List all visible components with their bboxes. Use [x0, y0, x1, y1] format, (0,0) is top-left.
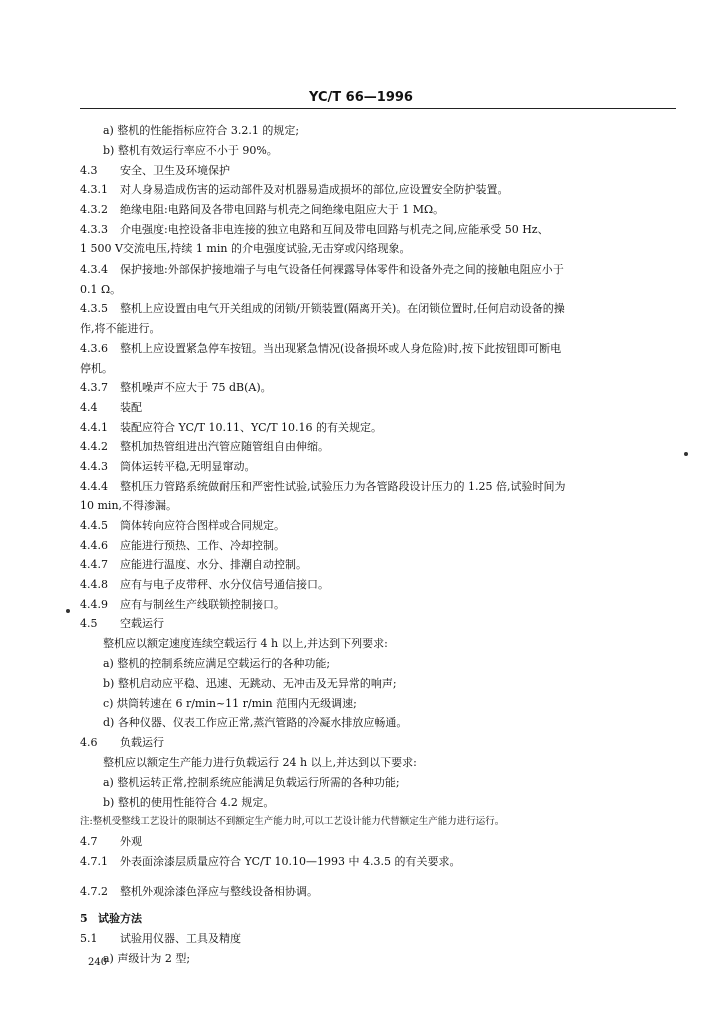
clause-line: [80, 558, 307, 572]
text-line: [80, 283, 121, 297]
clause-line: [80, 421, 382, 435]
clause-line: [80, 183, 509, 197]
clause-text: 应能进行温度、水分、排潮自动控制。: [120, 558, 307, 571]
header-rule: [80, 108, 676, 109]
text-line: [103, 677, 397, 691]
text-line: [80, 815, 504, 829]
page-number: 240: [88, 957, 108, 968]
clause-text: 整机外观涂漆色泽应与整线设备相协调。: [120, 885, 318, 898]
text-line: [80, 362, 113, 376]
scan-speck: [66, 609, 70, 613]
clause-number: 4.3.3: [80, 223, 108, 236]
clause-line: [80, 342, 561, 356]
text-line: [103, 796, 274, 810]
clause-text: 1 500 V交流电压,持续 1 min 的介电强度试验,无击穿或闪络现象。: [80, 242, 411, 255]
clause-line: [80, 223, 549, 237]
text-line: [103, 124, 299, 138]
clause-line: [80, 263, 564, 277]
clause-text: 应有与制丝生产线联锁控制接口。: [120, 598, 285, 611]
clause-line: [80, 164, 230, 178]
clause-number: 4.4.7: [80, 558, 108, 571]
clause-line: [80, 835, 142, 849]
clause-number: 4.4.3: [80, 460, 108, 473]
clause-number: 4.4: [80, 401, 98, 414]
clause-line: [80, 855, 460, 869]
clause-number: 4.4.2: [80, 440, 108, 453]
clause-number: 4.7.1: [80, 855, 108, 868]
clause-line: [80, 932, 241, 946]
clause-text: 对人身易造成伤害的运动部件及对机器易造成损坏的部位,应设置安全防护装置。: [120, 183, 509, 196]
clause-number: 4.4.4: [80, 480, 108, 493]
clause-number: 4.7.2: [80, 885, 108, 898]
clause-number: 4.4.6: [80, 539, 108, 552]
clause-number: 4.3.4: [80, 263, 108, 276]
clause-number: 4.4.8: [80, 578, 108, 591]
clause-number: 4.3.7: [80, 381, 108, 394]
clause-line: [80, 539, 285, 553]
clause-line: [80, 381, 272, 395]
text-line: [103, 144, 278, 158]
clause-text: 10 min,不得渗漏。: [80, 499, 178, 512]
clause-text: 负载运行: [120, 736, 164, 749]
clause-line: [80, 203, 444, 217]
text-line: [103, 657, 330, 671]
clause-text: 空载运行: [120, 617, 164, 630]
clause-number: 4.4.1: [80, 421, 108, 434]
clause-text: 试验方法: [98, 912, 142, 925]
clause-line: [80, 617, 164, 631]
clause-number: 4.3.1: [80, 183, 108, 196]
clause-text: 整机加热管组进出汽管应随管组自由伸缩。: [120, 440, 329, 453]
clause-text: 保护接地:外部保护接地端子与电气设备任何裸露导体零件和设备外壳之间的接触电阻应小于: [120, 263, 564, 276]
clause-text: a) 声级计为 2 型;: [103, 952, 191, 965]
clause-text: 整机上应设置由电气开关组成的闭锁/开锁装置(隔离开关)。在闭锁位置时,任何启动设备的操: [120, 302, 565, 315]
clause-text: a) 整机的控制系统应满足空载运行的各种功能;: [103, 657, 331, 670]
clause-text: 注:整机受整线工艺设计的限制达不到额定生产能力时,可以工艺设计能力代替额定生产能力进行运行。: [80, 816, 505, 827]
clause-number: 5: [80, 912, 88, 925]
clause-text: 0.1 Ω。: [80, 283, 122, 296]
clause-text: c) 烘筒转速在 6 r/min~11 r/min 范围内无级调速;: [103, 697, 357, 710]
text-line: [103, 776, 400, 790]
text-line: [80, 242, 410, 256]
clause-text: b) 整机的使用性能符合 4.2 规定。: [103, 796, 275, 809]
clause-text: 绝缘电阻:电路间及各带电回路与机壳之间绝缘电阻应大于 1 MΩ。: [120, 203, 445, 216]
clause-number: 4.3.6: [80, 342, 108, 355]
clause-number: 4.4.9: [80, 598, 108, 611]
clause-number: 4.3.2: [80, 203, 108, 216]
clause-line: [80, 519, 285, 533]
text-line: [103, 716, 407, 730]
clause-text: 外表面涂漆层质量应符合 YC/T 10.10—1993 中 4.3.5 的有关要求。: [120, 855, 461, 868]
clause-number: 4.6: [80, 736, 98, 749]
clause-text: 整机上应设置紧急停车按钮。当出现紧急情况(设备损坏或人身危险)时,按下此按钮即可断电: [120, 342, 562, 355]
clause-text: 整机压力管路系统做耐压和严密性试验,试验压力为各管路段设计压力的 1.25 倍,试验时间为: [120, 480, 566, 493]
clause-text: 停机。: [80, 362, 113, 375]
text-line: [80, 322, 161, 336]
clause-text: 介电强度:电控设备非电连接的独立电路和互间及带电回路与机壳之间,应能承受 50 Hz、: [120, 223, 549, 236]
clause-text: 装配: [120, 401, 142, 414]
clause-text: 整机应以额定生产能力进行负载运行 24 h 以上,并达到以下要求:: [103, 756, 417, 769]
text-line: [80, 499, 177, 513]
clause-text: 整机应以额定速度连续空载运行 4 h 以上,并达到下列要求:: [103, 637, 388, 650]
clause-number: 4.3: [80, 164, 98, 177]
clause-text: d) 各种仪器、仪表工作应正常,蒸汽管路的冷凝水排放应畅通。: [103, 716, 408, 729]
clause-text: 安全、卫生及环境保护: [120, 164, 230, 177]
clause-text: 外观: [120, 835, 142, 848]
text-line: [103, 697, 357, 711]
clause-line: [80, 401, 142, 415]
clause-line: [80, 885, 318, 899]
clause-text: 应有与电子皮带秤、水分仪信号通信接口。: [120, 578, 329, 591]
clause-text: b) 整机启动应平稳、迅速、无跳动、无冲击及无异常的响声;: [103, 677, 397, 690]
clause-text: 整机噪声不应大于 75 dB(A)。: [120, 381, 272, 394]
clause-number: 4.7: [80, 835, 98, 848]
clause-line: [80, 912, 142, 926]
clause-line: [80, 578, 329, 592]
clause-text: b) 整机有效运行率应不小于 90%。: [103, 144, 278, 157]
clause-text: a) 整机运转正常,控制系统应能满足负载运行所需的各种功能;: [103, 776, 400, 789]
clause-number: 4.4.5: [80, 519, 108, 532]
document-header: YC/T 66—1996: [309, 90, 413, 105]
clause-text: 作,将不能进行。: [80, 322, 161, 335]
clause-text: 试验用仪器、工具及精度: [120, 932, 241, 945]
clause-text: 装配应符合 YC/T 10.11、YC/T 10.16 的有关规定。: [120, 421, 383, 434]
clause-line: [80, 598, 285, 612]
clause-text: 筒体运转平稳,无明显窜动。: [120, 460, 256, 473]
clause-text: 应能进行预热、工作、冷却控制。: [120, 539, 285, 552]
clause-number: 5.1: [80, 932, 98, 945]
clause-line: [80, 440, 329, 454]
clause-line: [80, 460, 256, 474]
clause-line: [80, 736, 164, 750]
clause-line: [80, 302, 565, 316]
scan-speck: [684, 452, 688, 456]
clause-line: [80, 480, 565, 494]
text-line: [103, 952, 190, 966]
clause-text: a) 整机的性能指标应符合 3.2.1 的规定;: [103, 124, 300, 137]
clause-text: 筒体转向应符合图样或合同规定。: [120, 519, 285, 532]
clause-number: 4.3.5: [80, 302, 108, 315]
clause-number: 4.5: [80, 617, 98, 630]
text-line: [103, 756, 417, 770]
text-line: [103, 637, 388, 651]
